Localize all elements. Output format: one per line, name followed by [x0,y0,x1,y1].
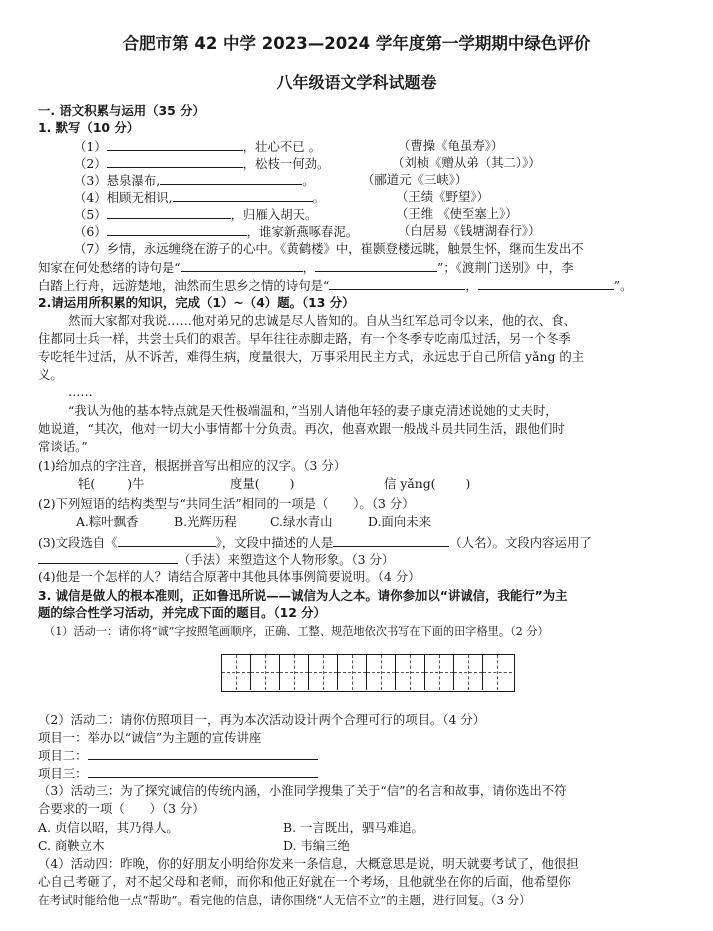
tianzige-cell[interactable] [251,655,280,690]
tianzige-cell[interactable] [309,655,338,690]
answer-blank[interactable] [478,277,614,290]
answer-blank[interactable] [315,259,437,272]
q2-para2-line3: 常谈话。” [38,439,88,454]
q3-heading-line2: 题的综合性学习活动，并完成下面的题目。（12 分） [38,605,326,620]
verse-text: ，松枝一何劲。 [242,156,330,171]
q2-sub2-option-b[interactable]: B.光辉历程 [174,514,237,529]
section1-heading: 一. 语文积累与运用（35 分） [38,103,205,118]
tianzige-cell[interactable] [425,655,454,690]
tianzige-cell[interactable] [222,655,251,690]
q2-ellipsis: …… [68,384,93,399]
answer-blank[interactable] [181,259,303,272]
verse-text: 相顾无相识, [106,190,173,205]
verse-text: ，谁家新燕啄春泥。 [246,224,359,239]
answer-blank[interactable] [107,206,231,219]
q3-activity-4-line3: 在考试时能给他一点“帮助”。看完他的信息，请你围绕“人无信不立”的主题，进行回复。（3 分） [38,893,531,907]
q2-heading: 2.请运用所积累的知识，完成（1）~（4）题。（13 分） [38,295,355,310]
answer-blank[interactable] [107,155,243,168]
q1-item-3 [74,172,315,189]
q2-sub2: (2)下列短语的结构类型与“共同生活”相同的一项是（ ）。（3 分） [38,496,415,511]
q3-project-1: 项目一：举办以“诚信”为主题的宣传讲座 [38,730,262,745]
answer-blank[interactable] [107,223,247,236]
q2-sub1-item-3: 信 yǎng( ) [384,476,471,491]
exam-subtitle: 八年级语文学科试题卷 [276,73,437,92]
q3-heading-line1: 3. 诚信是做人的根本准则，正如鲁迅所说——诚信为人之本。请你参加以“讲诚信，我能行”为主 [38,588,568,603]
q2-sub3-line1: (3)文段选自《 》，文段中描述的人是 （人名）。文段内容运用了 [38,535,592,550]
answer-blank[interactable] [38,551,178,564]
verse-text: ，归雁入胡天。 [230,207,318,222]
q3-activity-3-line2: 合要求的一项（ ）（3 分） [38,801,205,816]
answer-blank[interactable] [173,189,313,202]
verse-text: 。 [302,173,315,188]
q3-option-d[interactable]: D. 韦编三绝 [283,838,350,853]
answer-blank[interactable] [118,534,216,547]
item-number: （1） [74,139,107,154]
item-number: （3） [74,173,107,188]
q1-source-5: （王维 《使至塞上》） [396,206,518,221]
q3-option-c[interactable]: C. 商鞅立木 [38,838,105,853]
q2-para1-line3: 专吃牦牛过活，从不诉苦，难得生病，度量很大，万事采用民主方式，永远忠于自己所信 yǎng 的主 [38,349,585,364]
q2-sub2-option-c[interactable]: C.绿水青山 [270,514,333,529]
verse-text: 。 [312,190,325,205]
exam-title: 合肥市第 42 中学 2023—2024 学年度第一学期期中绿色评价 [122,34,591,53]
q1-heading: 1. 默写（10 分） [38,120,140,135]
item-number: （6） [74,224,107,239]
tianzige-grid[interactable] [221,654,515,692]
q3-option-b[interactable]: B. 一言既出，驷马难追。 [283,820,424,835]
verse-text: ，壮心不已 。 [242,139,321,154]
q1-item-4 [74,189,325,206]
q1-source-3: （郦道元《三峡》） [362,172,468,187]
item-number: （5） [74,207,107,222]
item-number: （4） [74,190,107,205]
item-number: （2） [74,156,107,171]
q1-item-7-line1: （7）乡情，永远缠绕在游子的心中。《黄鹤楼》中，崔颢登楼远眺，触景生怀，继而生发出不 [74,241,584,256]
q3-project-3: 项目三： [38,765,318,782]
q3-activity-2: （2）活动二：请你仿照项目一，再为本次活动设计两个合理可行的项目。（4 分） [38,712,486,727]
q1-source-2: （刘桢《赠从弟（其二）》） [392,155,541,170]
q2-sub3-line2: （手法）来塑造这个人物形象。（3 分） [38,551,394,568]
q2-para1-line1: 然而大家都对我说……他对弟兄的忠诚是尽人皆知的。自从当红军总司令以来，他的衣、食、 [68,313,577,328]
q2-sub1: (1)给加点的字注音，根据拼音写出相应的汉字。（3 分） [38,458,347,473]
q1-source-1: （曹操《龟虽寿》） [398,138,504,153]
q1-item-1 [74,138,321,155]
q3-activity-3-line1: （3）活动三：为了探究诚信的传统内涵，小淮同学搜集了关于“信”的名言和故事，请你选出不符 [38,783,567,798]
q1-item-7-line3: 白踏上行舟，远游楚地，油然而生思乡之情的诗句是“ ， ”。 [38,278,633,293]
verse-text: 悬泉瀑布, [106,173,161,188]
tianzige-cell[interactable] [396,655,425,690]
q1-item-2 [74,155,329,172]
q1-source-4: （王绩《野望》） [396,189,489,204]
q3-activity-4-line2: 心自己考砸了，对不起父母和老师，而你和他正好就在一个考场，且他就坐在你的后面，他希望你 [38,874,571,889]
q2-sub4: (4)他是一个怎样的人？请结合原著中其他具体事例简要说明。（4 分） [38,569,421,584]
q1-item-7-line2: 知家在何处愁绪的诗句是“ ， ”；《渡荆门送别》中，李 [38,260,574,275]
q2-sub1-item-1: 牦( )牛 [78,476,145,491]
q3-project-2: 项目二： [38,747,318,764]
q1-item-5 [74,206,317,223]
answer-blank[interactable] [107,138,243,151]
q1-source-6: （白居易《钱塘湖春行》） [398,223,541,238]
q2-para2-line1: “我认为他的基本特点就是天性极端温和，”当别人请他年轻的妻子康克清述说她的丈夫时， [68,403,558,418]
answer-blank[interactable] [88,765,318,778]
answer-blank[interactable] [329,277,465,290]
q1-item-6 [74,223,358,240]
q2-para2-line2: 她说道，“其次，他对一切大小事情都十分负责。再次，他喜欢跟一般战斗员共同生活，跟他们时 [38,421,565,436]
answer-blank[interactable] [160,172,302,185]
q2-sub1-item-2: 度量( ) [230,476,295,491]
q2-para1-line4: 义。 [38,367,63,382]
q3-activity-4-line1: （4）活动四：昨晚，你的好朋友小明给你发来一条信息，大概意思是说，明天就要考试了，他很担 [38,856,579,871]
tianzige-cell[interactable] [338,655,367,690]
q3-activity-1: （1）活动一：请你将“诚”字按照笔画顺序，正确、工整、规范地依次书写在下面的田字格里。（2 分） [44,625,549,638]
q2-sub2-option-a[interactable]: A.粽叶飘香 [76,514,139,529]
tianzige-cell[interactable] [483,655,512,690]
q2-sub2-option-d[interactable]: D.面向未来 [368,514,431,529]
q2-para1-line2: 住都同士兵一样，共尝士兵们的艰苦。早年往往赤脚走路，有一个冬季专吃南瓜过活，另一个冬季 [38,331,571,346]
tianzige-cell[interactable] [454,655,483,690]
tianzige-cell[interactable] [367,655,396,690]
answer-blank[interactable] [88,747,318,760]
answer-blank[interactable] [333,534,449,547]
tianzige-cell[interactable] [280,655,309,690]
q3-option-a[interactable]: A. 贞信以昭，其乃得人。 [38,820,179,835]
